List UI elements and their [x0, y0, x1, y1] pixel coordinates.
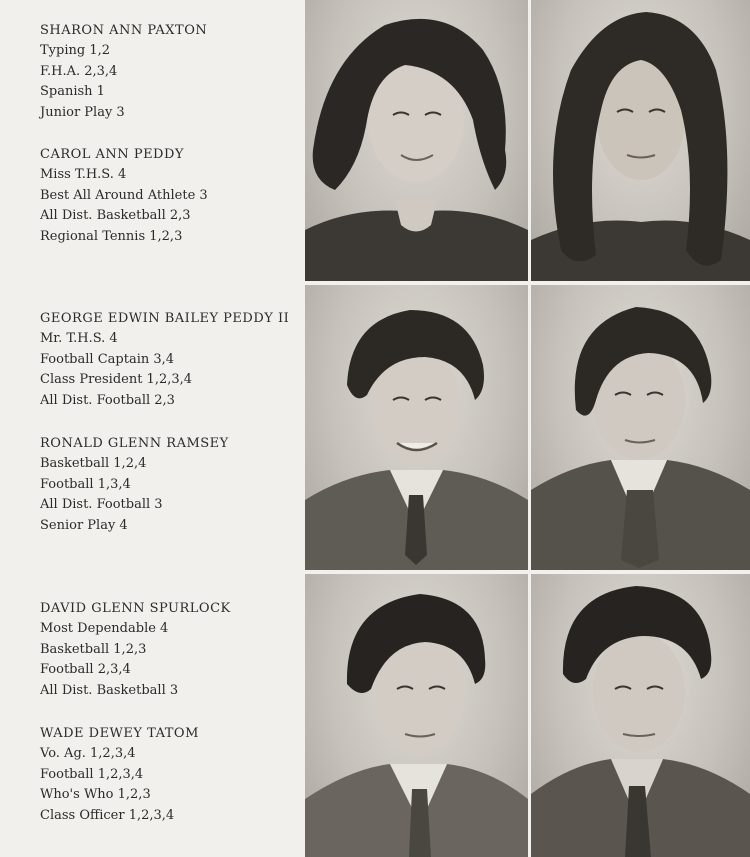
activity-line: Class President 1,2,3,4	[40, 372, 193, 388]
female-portrait-image	[531, 0, 750, 281]
female-portrait-image	[305, 0, 528, 281]
activity-line: Football 1,2,3,4	[40, 766, 144, 782]
activity-line: Spanish 1	[40, 84, 105, 100]
portrait-spurlock	[305, 574, 528, 857]
senior-entry-paxton	[40, 20, 207, 124]
activity-line: All Dist. Football 2,3	[40, 393, 175, 409]
activity-line: Typing 1,2	[40, 43, 110, 58]
senior-name: WADE DEWEY TATOM	[40, 726, 199, 741]
activity-line: Miss T.H.S. 4	[40, 167, 127, 182]
activity-line: Junior Play 3	[40, 105, 125, 121]
activity-line: All Dist. Basketball 3	[40, 683, 179, 699]
senior-listing	[0, 0, 300, 857]
portrait-carol-peddy	[531, 0, 750, 281]
senior-entry-george-peddy	[40, 308, 289, 412]
senior-name: DAVID GLENN SPURLOCK	[40, 601, 231, 616]
male-portrait-image	[305, 285, 528, 570]
activity-line: Most Dependable 4	[40, 621, 169, 636]
portrait-tatom	[531, 574, 750, 857]
portrait-george-peddy	[305, 285, 528, 570]
activity-line: Senior Play 4	[40, 518, 128, 534]
portrait-paxton	[305, 0, 528, 281]
activity-line: Best All Around Athlete 3	[40, 187, 208, 203]
senior-name: SHARON ANN PAXTON	[40, 23, 208, 38]
activity-line: Who's Who 1,2,3	[40, 787, 151, 803]
senior-name: RONALD GLENN RAMSEY	[40, 436, 229, 451]
activity-line: Football Captain 3,4	[40, 351, 175, 367]
senior-entry-ramsey	[40, 433, 229, 537]
senior-entry-carol-peddy	[40, 144, 208, 248]
activity-line: All Dist. Basketball 2,3	[40, 208, 191, 224]
activity-line: All Dist. Football 3	[40, 497, 163, 513]
activity-line: F.H.A. 2,3,4	[40, 63, 118, 79]
activity-line: Mr. T.H.S. 4	[40, 331, 118, 346]
male-portrait-image	[305, 574, 528, 857]
activity-line: Regional Tennis 1,2,3	[40, 229, 183, 245]
senior-name: GEORGE EDWIN BAILEY PEDDY II	[40, 311, 290, 326]
senior-entry-spurlock	[40, 598, 231, 702]
portrait-ramsey	[531, 285, 750, 570]
male-portrait-image	[531, 574, 750, 857]
activity-line: Football 2,3,4	[40, 662, 131, 678]
activity-line: Football 1,3,4	[40, 476, 131, 492]
activity-line: Class Officer 1,2,3,4	[40, 808, 175, 824]
activity-line: Vo. Ag. 1,2,3,4	[40, 746, 136, 761]
activity-line: Basketball 1,2,3	[40, 641, 147, 657]
activity-line: Basketball 1,2,4	[40, 456, 147, 471]
male-portrait-image	[531, 285, 750, 570]
senior-entry-tatom	[40, 723, 199, 827]
senior-name: CAROL ANN PEDDY	[40, 147, 184, 162]
portrait-grid	[305, 0, 750, 857]
